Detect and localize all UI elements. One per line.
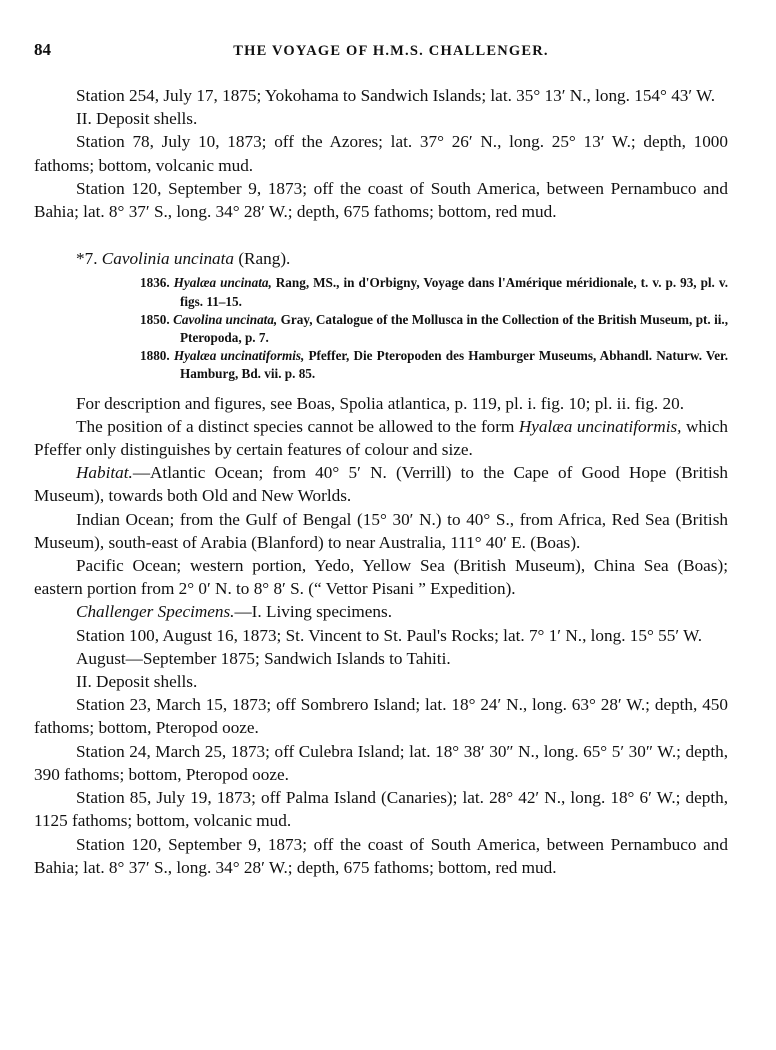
challenger-text: —I. Living specimens.: [234, 602, 393, 622]
synonym-year: 1836.: [140, 275, 170, 291]
station-254-paragraph: Station 254, July 17, 1875; Yokohama to Sandwich Islands; lat. 35° 13′ N., long. 154° 43′ W.: [76, 86, 716, 105]
synonym-reference: Pfeffer, Die Pteropoden des Hamburger Museums, Abhandl. Naturw. Ver. Hamburg, Bd. vii. p. 85.: [180, 348, 728, 382]
synonym-reference: Rang, MS., in d'Orbigny, Voyage dans l'Amérique méridionale, t. v. p. 93, pl. v. figs. 11–15.: [180, 275, 729, 309]
station-23-paragraph: Station 23, March 15, 1873; off Sombrero Island; lat. 18° 24′ N., long. 63° 28′ W.; depth, 450 fathoms; bottom, Pteropod ooze.: [34, 695, 728, 738]
synonym-year: 1880.: [140, 348, 170, 364]
position-paragraph: [34, 415, 728, 461]
species-author: (Rang).: [238, 249, 291, 269]
page-number: 84: [34, 40, 51, 59]
synonym-taxon: Hyalæa uncinatiformis,: [173, 348, 305, 364]
page-header: [34, 40, 728, 66]
synonym-taxon: Hyalæa uncinata,: [173, 275, 272, 291]
station-120-paragraph: Station 120, September 9, 1873; off the coast of South America, between Pernambuco and Bahia; lat. 8° 37′ S., long. 34° 28′ W.; depth, 675 fathoms; bottom, red mud.: [34, 178, 728, 222]
habitat-label: Habitat.: [76, 463, 133, 483]
station-120-paragraph-2: Station 120, September 9, 1873; off the coast of South America, between Pernambuco and Bahia; lat. 8° 37′ S., long. 34° 28′ W.; depth, 675 fathoms; bottom, red mud.: [34, 834, 728, 877]
species-heading: [34, 247, 728, 270]
running-title: THE VOYAGE OF H.M.S. CHALLENGER.: [233, 43, 549, 59]
synonym-taxon: Cavolina uncinata,: [173, 311, 278, 327]
synonym-entry: [34, 274, 728, 310]
book-page: [34, 40, 728, 879]
pacific-ocean-paragraph: Pacific Ocean; western portion, Yedo, Yellow Sea (British Museum), China Sea (Boas); eastern portion from 2° 0′ N. to 8° 8′ S. (“ Vettor Pisani ” Expedition).: [34, 556, 728, 599]
species-name: Cavolinia uncinata: [101, 249, 235, 269]
station-78-paragraph: Station 78, July 10, 1873; off the Azores; lat. 37° 26′ N., long. 25° 13′ W.; depth, 1000 fathoms; bottom, volcanic mud.: [34, 132, 728, 175]
synonym-year: 1850.: [140, 311, 170, 327]
station-24-paragraph: Station 24, March 25, 1873; off Culebra Island; lat. 18° 38′ 30″ N., long. 65° 5′ 30″ W.; depth, 390 fathoms; bottom, Pteropod ooze.: [34, 741, 728, 784]
synonymy-list: [34, 274, 728, 383]
deposit-shells-heading-2: II. Deposit shells.: [76, 672, 198, 692]
species-number: *7.: [76, 249, 98, 269]
synonym-reference: Gray, Catalogue of the Mollusca in the Collection of the British Museum, pt. ii., Pteropoda, p. 7.: [180, 311, 729, 346]
indian-ocean-paragraph: Indian Ocean; from the Gulf of Bengal (15° 30′ N.) to 40° S., from Africa, Red Sea (British Museum), south-east of Arabia (Blanford) to near Australia, 111° 40′ E. (Boas).: [34, 509, 728, 552]
august-september-paragraph: August—September 1875; Sandwich Islands to Tahiti.: [76, 648, 451, 668]
challenger-specimens-paragraph: [34, 600, 728, 623]
station-100-paragraph: Station 100, August 16, 1873; St. Vincent to St. Paul's Rocks; lat. 7° 1′ N., long. 15° 55′ W.: [76, 625, 703, 645]
synonym-entry: [34, 311, 728, 347]
habitat-text: —Atlantic Ocean; from 40° 5′ N. (Verrill) to the Cape of Good Hope (British Museum), towards both Old and New Worlds.: [34, 463, 728, 506]
description-paragraph: For description and figures, see Boas, Spolia atlantica, p. 119, pl. i. fig. 10; pl. ii. fig. 20.: [76, 393, 684, 413]
deposit-shells-heading: II. Deposit shells.: [76, 109, 198, 129]
station-85-paragraph: Station 85, July 19, 1873; off Palma Island (Canaries); lat. 28° 42′ N., long. 18° 6′ W.; depth, 1125 fathoms; bottom, volcanic mud.: [34, 788, 728, 831]
position-text-b: which Pfeffer only distinguishes by certain features of colour and size.: [34, 416, 728, 460]
position-text-a: The position of a distinct species cannot be allowed to the form: [76, 416, 515, 436]
synonym-entry: [34, 347, 728, 383]
position-taxon: Hyalæa uncinatiformis,: [518, 416, 682, 436]
habitat-paragraph: [34, 461, 728, 507]
challenger-label: Challenger Specimens.: [76, 602, 235, 622]
